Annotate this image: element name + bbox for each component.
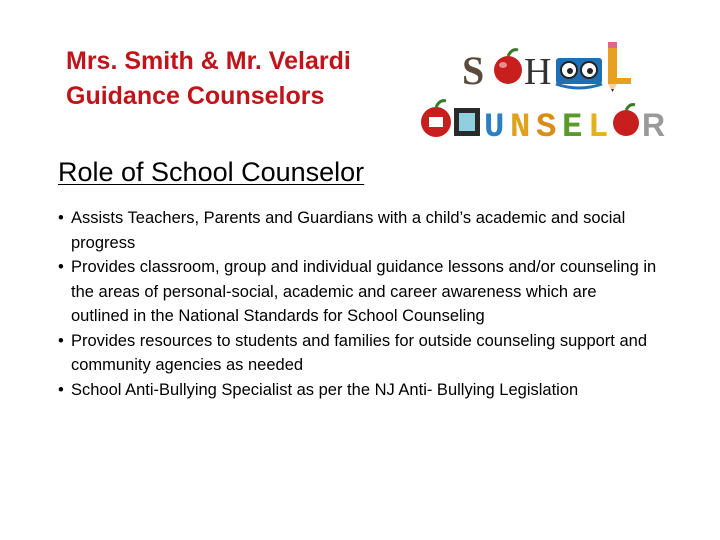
list-item: • School Anti-Bullying Specialist as per the NJ Anti- Bullying Legislation: [58, 378, 658, 403]
apple-icon: [421, 101, 451, 137]
logo-letter-h: H: [524, 51, 552, 93]
logo-row-school: [462, 42, 631, 93]
svg-text:R: R: [642, 107, 666, 143]
school-counselor-logo: [418, 38, 674, 150]
svg-text:U: U: [484, 109, 505, 147]
svg-text:N: N: [510, 109, 531, 147]
book-icon: [556, 58, 602, 88]
logo-row-counselor: [421, 101, 665, 147]
list-item: • Provides classroom, group and individual guidance lessons and/or counseling in the areas of personal-social, academic and career awareness which are outlined in the National Standards for School Counseling: [58, 255, 658, 329]
svg-text:L: L: [588, 109, 609, 147]
list-item: • Provides resources to students and families for outside counseling support and community agencies as needed: [58, 329, 658, 378]
apple-icon: [613, 105, 639, 136]
pencil-icon: [608, 42, 631, 92]
svg-text:S: S: [536, 109, 557, 147]
logo-letter-s: S: [462, 48, 485, 93]
role-bullet-list: [58, 206, 658, 402]
page-title-line-1: Mrs. Smith & Mr. Velardi: [66, 47, 351, 75]
list-item: • Assists Teachers, Parents and Guardians with a child’s academic and social progress: [58, 206, 658, 255]
section-heading: Role of School Counselor: [58, 157, 365, 187]
apple-icon: [494, 50, 522, 84]
page-title-line-2: Guidance Counselors: [66, 82, 325, 110]
svg-text:E: E: [562, 109, 583, 147]
page-title: [66, 44, 351, 114]
